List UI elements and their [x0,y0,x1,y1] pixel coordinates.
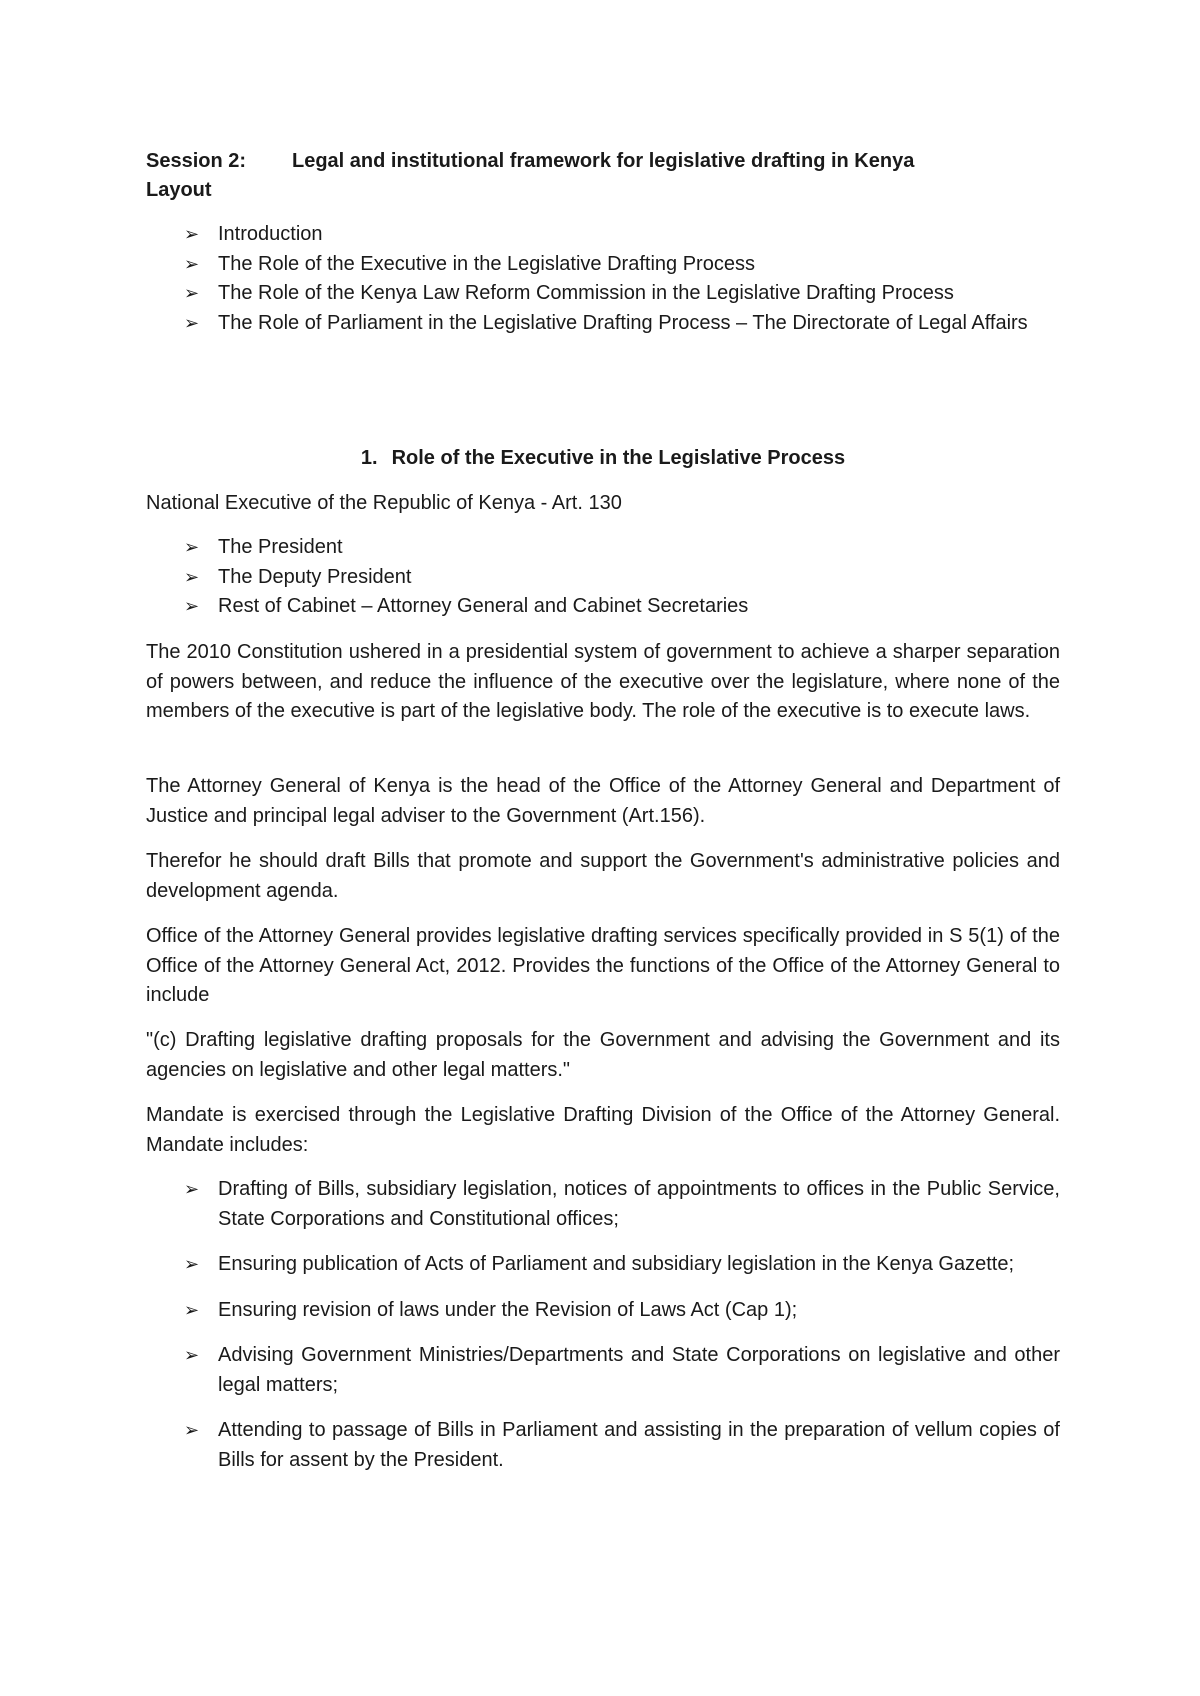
arrow-bullet-icon: ➢ [184,224,200,244]
arrow-bullet-icon: ➢ [184,1179,200,1199]
list-item: ➢ Advising Government Ministries/Departments and State Corporations on legislative and other legal matters; [184,1341,1060,1400]
arrow-bullet-icon: ➢ [184,1420,200,1440]
list-item: ➢ The President [184,533,1060,563]
arrow-bullet-icon: ➢ [184,1254,200,1274]
list-item: ➢ The Role of the Executive in the Legislative Drafting Process [184,250,1060,280]
section-title: Role of the Executive in the Legislative Process [391,447,846,469]
arrow-bullet-icon: ➢ [184,566,200,587]
paragraph: The Attorney General of Kenya is the head of the Office of the Attorney General and Department of Justice and principal legal adviser to the Government (Art.156). [146,775,1060,827]
arrow-bullet-icon: ➢ [184,283,200,303]
session-title [146,147,1060,176]
mandate-list [184,1175,1060,1491]
section-heading [146,444,1060,473]
layout-label: Layout [146,179,212,201]
arrow-bullet-icon: ➢ [184,1299,200,1320]
list-item: ➢ Drafting of Bills, subsidiary legislation, notices of appointments to offices in the Public Service, State Corporations and Constitutional offices; [184,1175,1060,1234]
list-item: ➢ Ensuring revision of laws under the Revision of Laws Act (Cap 1); [184,1296,1060,1326]
list-item: ➢ Attending to passage of Bills in Parliament and assisting in the preparation of vellum copies of Bills for assent by the President. [184,1416,1060,1475]
arrow-bullet-icon: ➢ [184,537,200,557]
list-item: ➢ Rest of Cabinet – Attorney General and Cabinet Secretaries [184,592,1060,622]
session-heading: Legal and institutional framework for legislative drafting in Kenya [292,150,915,172]
list-item: ➢ The Role of the Kenya Law Reform Commission in the Legislative Drafting Process [184,279,1060,309]
executive-list [184,533,1060,622]
section-number: 1. [360,447,378,469]
arrow-bullet-icon: ➢ [184,1345,200,1365]
arrow-bullet-icon: ➢ [184,596,200,616]
arrow-bullet-icon: ➢ [184,253,200,274]
list-item: ➢ Ensuring publication of Acts of Parliament and subsidiary legislation in the Kenya Gazette; [184,1250,1060,1280]
list-item: ➢ Introduction [184,220,1060,250]
paragraph: Office of the Attorney General provides legislative drafting services specifically provided in S 5(1) of the Office of the Attorney General Act, 2012. Provides the functions of the Office of the Attorney General to include [146,925,1060,1006]
paragraph: Therefor he should draft Bills that promote and support the Government's administrative policies and development agenda. [146,850,1060,902]
quoted-paragraph: "(c) Drafting legislative drafting proposals for the Government and advising the Government and its agencies on legislative and other legal matters." [146,1029,1060,1081]
list-item: ➢ The Deputy President [184,563,1060,593]
arrow-bullet-icon: ➢ [184,312,200,333]
session-number: Session 2: [146,150,247,172]
list-item: ➢ The Role of Parliament in the Legislative Drafting Process – The Directorate of Legal Affairs [184,309,1060,339]
paragraph: The 2010 Constitution ushered in a presidential system of government to achieve a sharper separation of powers between, and reduce the influence of the executive over the legislature, where none of the members of the executive is part of the legislative body. The role of the executive is to execute laws. [146,641,1060,722]
executive-intro: National Executive of the Republic of Kenya - Art. 130 [146,492,622,514]
paragraph: Mandate is exercised through the Legislative Drafting Division of the Office of the Attorney General. Mandate includes: [146,1104,1060,1156]
layout-list [184,220,1060,338]
